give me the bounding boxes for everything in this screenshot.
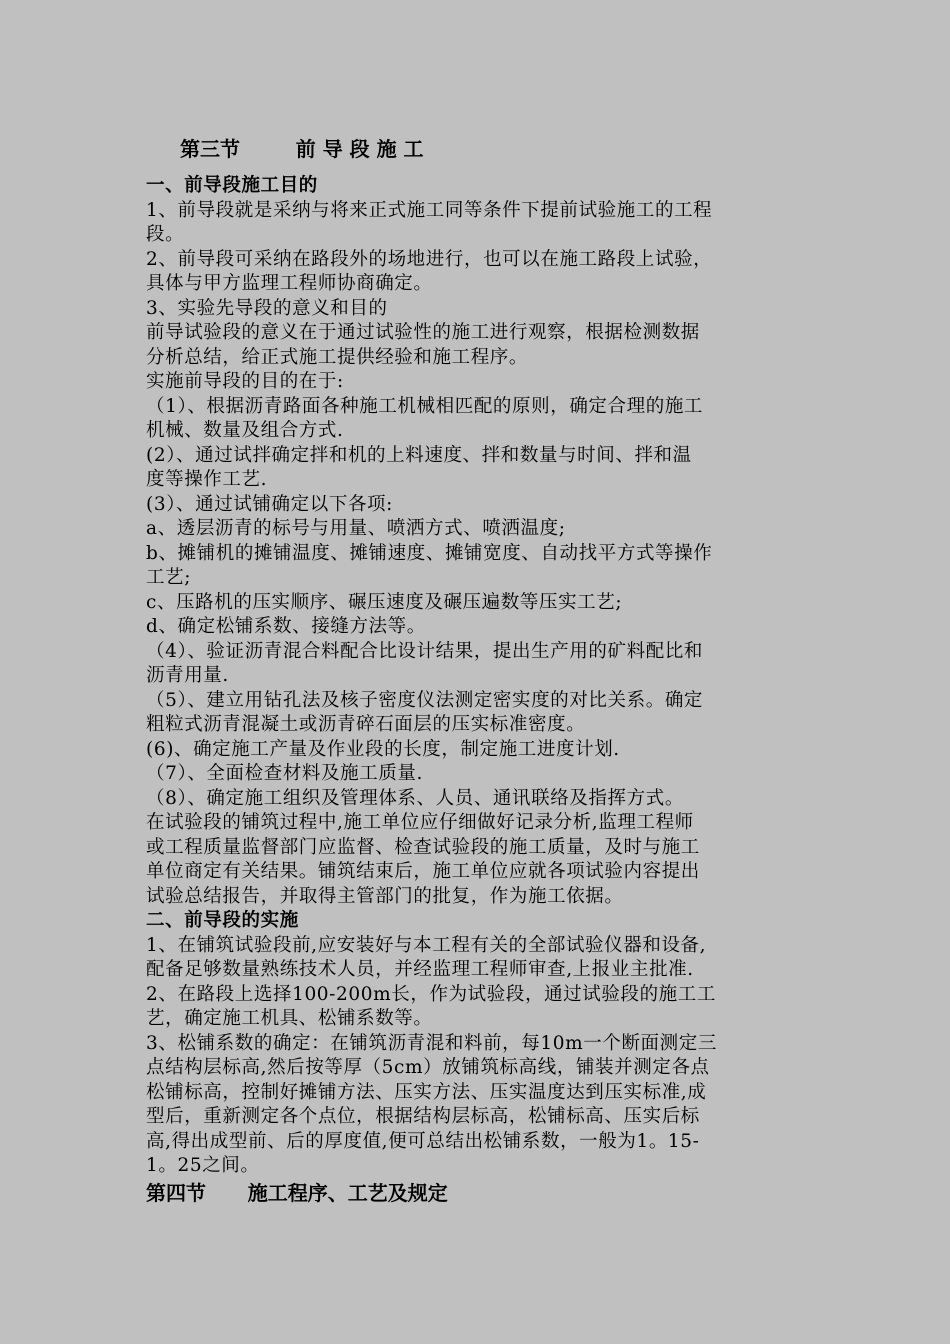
text-line: 单位商定有关结果。铺筑结束后，施工单位应就各项试验内容提出 bbox=[146, 861, 700, 882]
text-line: 具体与甲方监理工程师协商确定。 bbox=[146, 273, 433, 294]
text-line: 2、前导段可采纳在路段外的场地进行，也可以在施工路段上试验， bbox=[146, 248, 713, 270]
heading-purpose: 一、前导段施工目的 bbox=[146, 175, 318, 196]
text-line: 3、实验先导段的意义和目的 bbox=[146, 297, 388, 319]
text-line: （5）、建立用钻孔法及核子密度仪法测定密实度的对比关系。确定 bbox=[146, 689, 704, 711]
section-title: 第三节 前 导 段 施 工 bbox=[180, 137, 424, 161]
section-four-title: 第四节 施工程序、工艺及规定 bbox=[146, 1180, 448, 1205]
text-line: 前导试验段的意义在于通过试验性的施工进行观察，根据检测数据 bbox=[146, 322, 700, 343]
text-line: 1、前导段就是采纳与将来正式施工同等条件下提前试验施工的工程 bbox=[146, 199, 713, 221]
text-line: 机械、数量及组合方式. bbox=[146, 420, 344, 441]
text-line: 实施前导段的目的在于: bbox=[146, 371, 344, 392]
text-line: 艺，确定施工机具、松铺系数等。 bbox=[146, 1008, 433, 1029]
text-line: 配备足够数量熟练技术人员，并经监理工程师审查,上报业主批准. bbox=[146, 959, 694, 980]
text-line: 工艺; bbox=[146, 567, 192, 588]
heading-implementation: 二、前导段的实施 bbox=[146, 910, 299, 931]
text-line: (6)、确定施工产量及作业段的长度，制定施工进度计划. bbox=[146, 738, 620, 760]
text-line: (2）、通过试拌确定拌和机的上料速度、拌和数量与时间、拌和温 bbox=[146, 444, 692, 466]
text-line: 2、在路段上选择100-200m长，作为试验段，通过试验段的施工工 bbox=[146, 983, 716, 1005]
text-line: (3）、通过试铺确定以下各项: bbox=[146, 493, 393, 515]
text-line: （4）、验证沥青混合料配合比设计结果，提出生产用的矿料配比和 bbox=[146, 640, 704, 662]
text-line: 粗粒式沥青混凝土或沥青碎石面层的压实标准密度。 bbox=[146, 714, 586, 735]
text-line: （8）、确定施工组织及管理体系、人员、通讯联络及指挥方式。 bbox=[146, 787, 684, 809]
text-line: 沥青用量. bbox=[146, 665, 229, 686]
text-line: b、摊铺机的摊铺温度、摊铺速度、摊铺宽度、自动找平方式等操作 bbox=[146, 542, 713, 564]
text-line: （1）、根据沥青路面各种施工机械相匹配的原则，确定合理的施工 bbox=[146, 395, 704, 417]
text-line: 分析总结，给正式施工提供经验和施工程序。 bbox=[146, 346, 529, 368]
text-line: 试验总结报告，并取得主管部门的批复，作为施工依据。 bbox=[146, 885, 624, 907]
text-line: c、压路机的压实顺序、碾压速度及碾压遍数等压实工艺; bbox=[146, 591, 623, 613]
text-line: 松铺标高，控制好摊铺方法、压实方法、压实温度达到压实标准,成 bbox=[146, 1081, 707, 1103]
text-line: 3、松铺系数的确定：在铺筑沥青混和料前，每10m一个断面测定三 bbox=[146, 1032, 717, 1054]
text-line: 或工程质量监督部门应监督、检查试验段的施工质量，及时与施工 bbox=[146, 836, 700, 858]
text-line: 在试验段的铺筑过程中,施工单位应仔细做好记录分析,监理工程师 bbox=[146, 812, 694, 833]
text-line: 1。25之间。 bbox=[146, 1155, 260, 1176]
text-line: a、透层沥青的标号与用量、喷洒方式、喷洒温度; bbox=[146, 518, 566, 539]
text-line: d、确定松铺系数、接缝方法等。 bbox=[146, 616, 426, 637]
text-line: 点结构层标高,然后按等厚（5cm）放铺筑标高线，铺装并测定各点 bbox=[146, 1057, 710, 1078]
text-line: 型后，重新测定各个点位，根据结构层标高，松铺标高、压实后标 bbox=[146, 1106, 700, 1127]
text-line: 高,得出成型前、后的厚度值,便可总结出松铺系数，一般为1。15- bbox=[146, 1130, 700, 1152]
document-body bbox=[146, 136, 806, 1207]
text-line: 段。 bbox=[146, 224, 185, 245]
text-line: 度等操作工艺. bbox=[146, 469, 268, 490]
text-line: （7）、全面检查材料及施工质量. bbox=[146, 763, 424, 784]
text-line: 1、在铺筑试验段前,应安装好与本工程有关的全部试验仪器和设备, bbox=[146, 934, 707, 956]
